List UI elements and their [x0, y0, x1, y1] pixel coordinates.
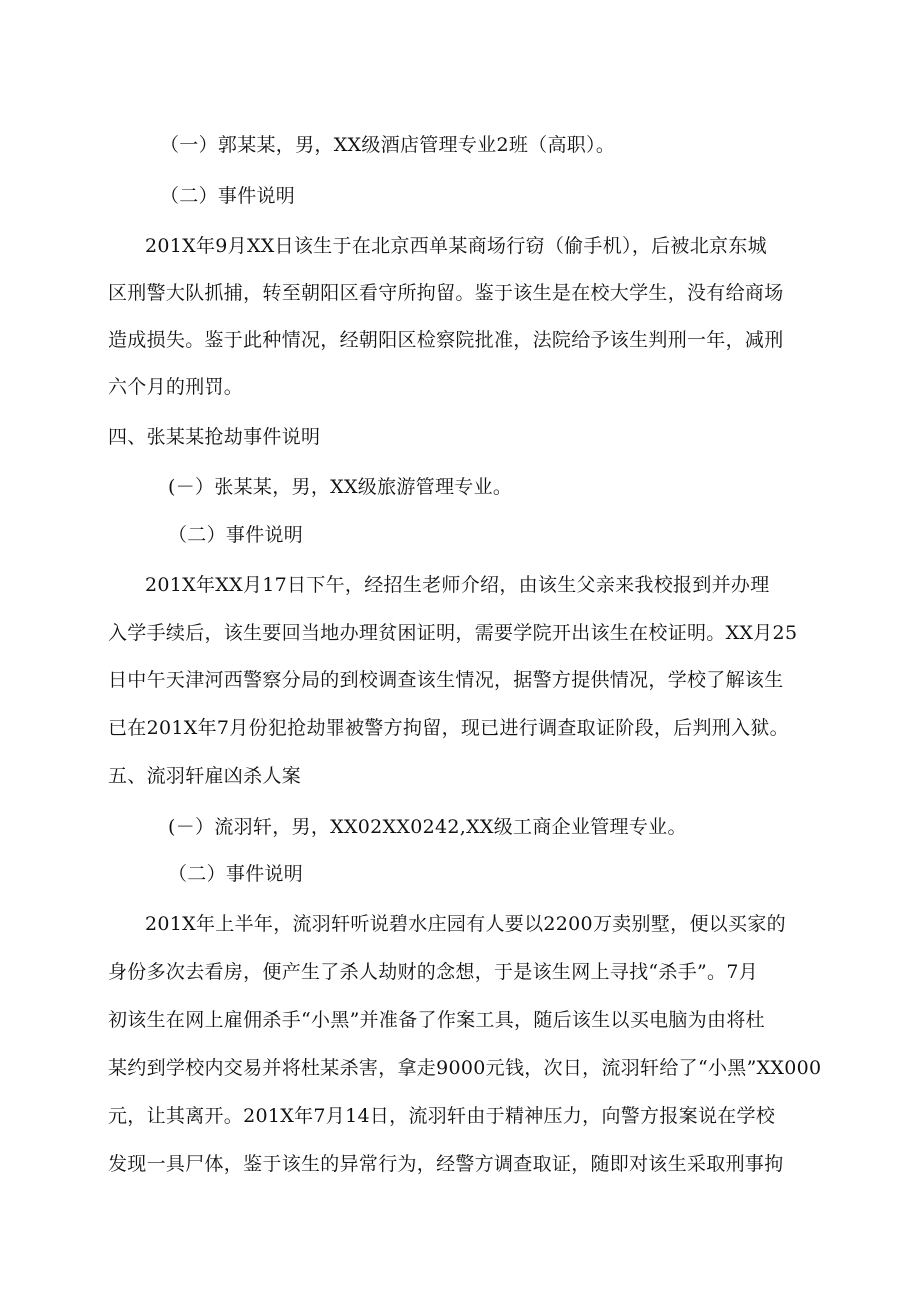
subheading-guo-info: （一）郭某某，男，XX级酒店管理专业2班（高职）。	[160, 134, 616, 156]
paragraph-line: 造成损失。鉴于此种情况，经朝阳区检察院批准，法院给予该生判刑一年，减刑	[108, 329, 784, 351]
section-heading-5: 五、流羽轩雇凶杀人案	[108, 765, 302, 787]
section-heading-4: 四、张某某抢劫事件说明	[108, 426, 321, 448]
paragraph-line: 201X年XX月17日下午，经招生老师介绍，由该生父亲来我校报到并办理	[145, 574, 770, 596]
subheading-event-desc-1: （二）事件说明	[160, 185, 296, 207]
paragraph-line: 某约到学校内交易并将杜某杀害，拿走9000元钱，次日，流羽轩给了“小黑”XX000	[108, 1057, 822, 1079]
paragraph-line: 六个月的刑罚。	[108, 376, 244, 398]
subheading-event-desc-3: （二）事件说明	[168, 863, 304, 885]
paragraph-line: 发现一具尸体，鉴于该生的异常行为，经警方调查取证，随即对该生采取刑事拘	[108, 1153, 784, 1175]
paragraph-line: 元，让其离开。201X年7月14日，流羽轩由于精神压力，向警方报案说在学校	[108, 1105, 776, 1127]
subheading-event-desc-2: （二）事件说明	[168, 524, 304, 546]
paragraph-line: 201X年9月XX日该生于在北京西单某商场行窃（偷手机），后被北京东城	[145, 235, 767, 257]
paragraph-line: 区刑警大队抓捕，转至朝阳区看守所拘留。鉴于该生是在校大学生，没有给商场	[108, 282, 784, 304]
paragraph-line: 已在201X年7月份犯抢劫罪被警方拘留，现已进行调查取证阶段，后判刑入狱。	[108, 717, 789, 739]
subheading-zhang-info: (－）张某某，男，XX级旅游管理专业。	[168, 476, 513, 498]
paragraph-line: 201X年上半年，流羽轩听说碧水庄园有人要以2200万卖别墅，便以买家的	[145, 913, 786, 935]
paragraph-line: 日中午天津河西警察分局的到校调查该生情况，据警方提供情况，学校了解该生	[108, 669, 784, 691]
paragraph-line: 初该生在网上雇佣杀手“小黑”并准备了作案工具，随后该生以买电脑为由将杜	[108, 1009, 765, 1031]
subheading-liu-info: (－）流羽轩，男，XX02XX0242,XX级工商企业管理专业。	[168, 816, 687, 838]
paragraph-line: 入学手续后，该生要回当地办理贫困证明，需要学院开出该生在校证明。XX月25	[108, 622, 798, 644]
paragraph-line: 身份多次去看房，便产生了杀人劫财的念想，于是该生网上寻找“杀手”。7月	[108, 961, 759, 983]
